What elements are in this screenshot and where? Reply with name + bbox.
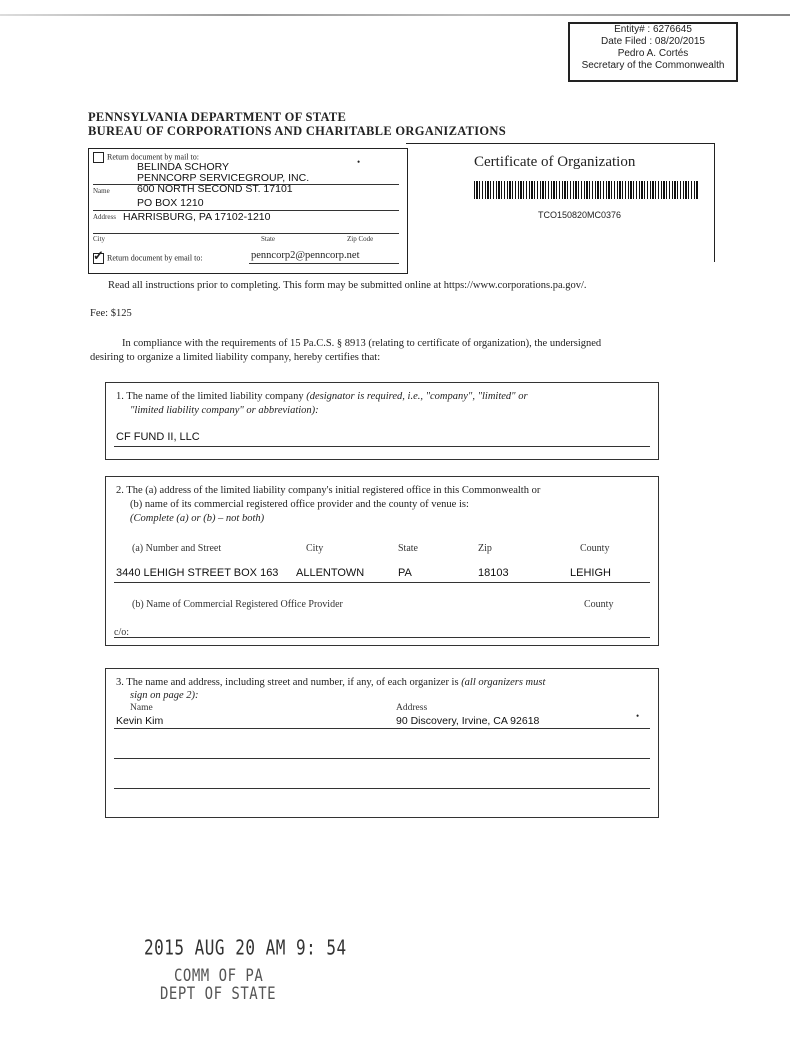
received-stamp-line1: COMM OF PA bbox=[174, 966, 264, 986]
organizer-address: 90 Discovery, Irvine, CA 92618 bbox=[396, 715, 540, 727]
state-label: State bbox=[261, 235, 275, 243]
office-state: PA bbox=[398, 567, 412, 579]
return-email-option: ✓Return document by email to: bbox=[93, 253, 203, 264]
secretary-title: Secretary of the Commonwealth bbox=[581, 60, 725, 71]
return-address-box bbox=[88, 148, 408, 274]
certificate-title: Certificate of Organization bbox=[474, 154, 636, 170]
received-date-stamp: 2015 AUG 20 AM 9: 54 bbox=[144, 935, 347, 960]
section-1-prompt: 1. The name of the limited liability company bbox=[116, 391, 307, 402]
secretary-name: Pedro A. Cortés bbox=[617, 48, 689, 59]
section-3-organizers bbox=[105, 668, 659, 818]
return-contact-name: BELINDA SCHORY bbox=[137, 161, 230, 173]
email-checkbox[interactable] bbox=[93, 253, 104, 264]
return-city-line: HARRISBURG, PA 17102-1210 bbox=[123, 211, 271, 223]
city-label: City bbox=[93, 235, 106, 243]
office-city: ALLENTOWN bbox=[296, 567, 365, 579]
section-2-registered-office bbox=[105, 476, 659, 646]
section-3-prompt: 3. The name and address, including street and number, if any, of each organizer is bbox=[116, 677, 462, 688]
section-3-sign-note: (all organizers must bbox=[461, 677, 546, 688]
office-county: LEHIGH bbox=[570, 567, 611, 579]
mail-checkbox[interactable] bbox=[93, 152, 104, 163]
office-zip: 18103 bbox=[478, 567, 509, 579]
col-county-label: County bbox=[580, 543, 610, 554]
col-street-label: (a) Number and Street bbox=[132, 543, 222, 554]
provider-county-label: County bbox=[584, 599, 614, 610]
date-filed: Date Filed : 08/20/2015 bbox=[601, 36, 705, 47]
section-3-prompt2: sign on page 2): bbox=[130, 690, 199, 701]
organizer-name-label: Name bbox=[130, 703, 153, 713]
name-label: Name bbox=[93, 187, 110, 195]
return-email: penncorp2@penncorp.net bbox=[251, 250, 360, 261]
return-company: PENNCORP SERVICEGROUP, INC. bbox=[137, 172, 310, 184]
return-address-line2: PO BOX 1210 bbox=[137, 197, 204, 209]
barcode bbox=[474, 181, 698, 199]
instructions: Read all instructions prior to completing. This form may be submitted online at https://www.corporations.pa.gov/. bbox=[108, 280, 587, 291]
received-stamp-line2: DEPT OF STATE bbox=[160, 984, 277, 1004]
provider-label: (b) Name of Commercial Registered Office Provider bbox=[132, 599, 343, 610]
barcode-id: TCO150820MC0376 bbox=[538, 210, 622, 220]
section-1-prompt-cont: "limited liability company" or abbreviation): bbox=[130, 405, 319, 416]
col-state-label: State bbox=[398, 543, 418, 554]
stray-mark: • bbox=[357, 157, 361, 167]
section-2-prompt2: (b) name of its commercial registered office provider and the county of venue is: bbox=[130, 499, 469, 510]
organizer-name: Kevin Kim bbox=[116, 715, 164, 727]
col-city-label: City bbox=[306, 543, 324, 554]
llc-name-value: CF FUND II, LLC bbox=[116, 431, 200, 443]
filing-stamp bbox=[568, 22, 738, 82]
zip-label: Zip Code bbox=[347, 235, 374, 243]
office-street: 3440 LEHIGH STREET BOX 163 bbox=[116, 567, 279, 579]
co-label: c/o: bbox=[114, 627, 129, 638]
bureau-title: BUREAU OF CORPORATIONS AND CHARITABLE ORGANIZATIONS bbox=[88, 124, 507, 138]
stray-mark-2: • bbox=[636, 711, 640, 721]
section-2-prompt3: (Complete (a) or (b) – not both) bbox=[130, 513, 265, 524]
section-1-designator-note: (designator is required, i.e., "company", "limited" or bbox=[306, 391, 528, 402]
compliance-line2: desiring to organize a limited liability company, hereby certifies that: bbox=[90, 352, 381, 363]
section-1-llc-name bbox=[105, 382, 659, 460]
scan-edge bbox=[0, 14, 790, 16]
organizer-address-label: Address bbox=[396, 703, 428, 713]
section-2-prompt1: 2. The (a) address of the limited liability company's initial registered office in this Commonwealth or bbox=[116, 485, 541, 496]
address-label: Address bbox=[93, 213, 116, 221]
fee: Fee: $125 bbox=[90, 308, 132, 319]
department-title: PENNSYLVANIA DEPARTMENT OF STATE bbox=[88, 110, 347, 124]
compliance-line1: In compliance with the requirements of 15 Pa.C.S. § 8913 (relating to certificate of organization), the undersigned bbox=[122, 338, 602, 349]
return-mail-option: Return document by mail to: bbox=[93, 152, 199, 163]
col-zip-label: Zip bbox=[478, 543, 492, 554]
entity-number: Entity# : 6276645 bbox=[614, 24, 692, 35]
return-address-line1: 600 NORTH SECOND ST. 17101 bbox=[137, 183, 293, 195]
